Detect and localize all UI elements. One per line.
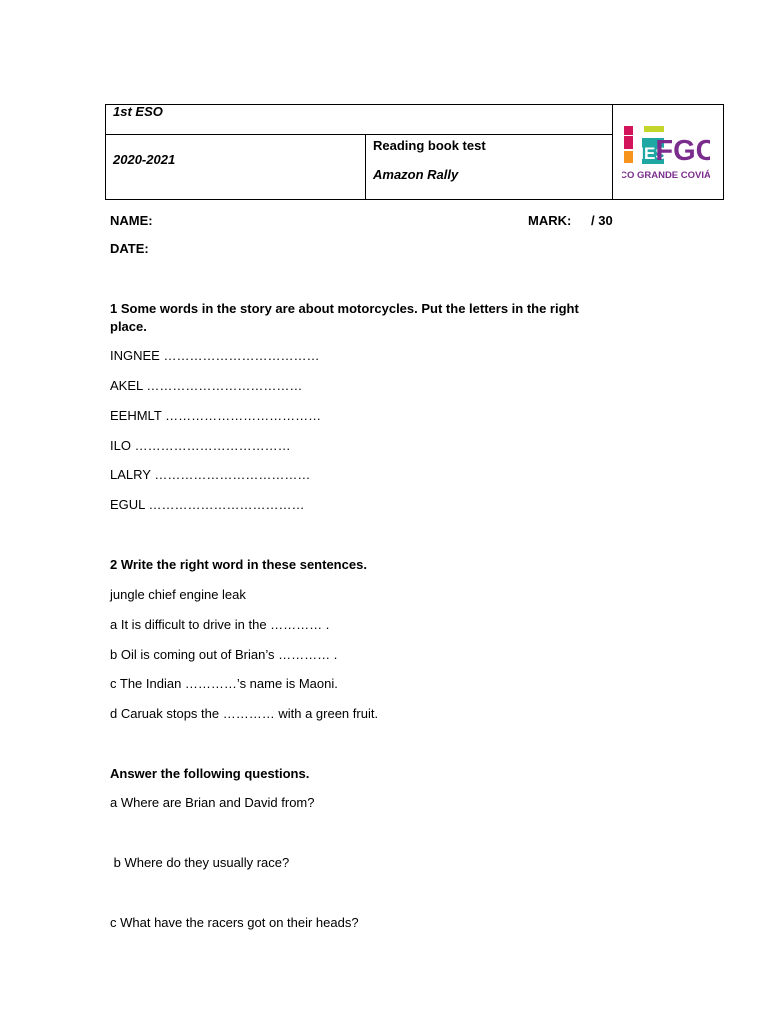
exercise1-item: EGUL ……………………………… [110, 497, 305, 512]
exercise3-question: c What have the racers got on their heads? [110, 915, 359, 930]
logo-ies-text: IES [639, 144, 667, 163]
exercise2-sentence: d Caruak stops the ………… with a green fruit. [110, 706, 379, 721]
book-title: Amazon Rally [373, 167, 459, 182]
exercise1-instruction-cont: place. [110, 319, 147, 334]
level-label: 1st ESO [113, 104, 163, 119]
date-label: DATE: [110, 241, 149, 256]
name-label: NAME: [110, 213, 153, 228]
exercise3-instruction: Answer the following questions. [110, 766, 310, 781]
exercise2-instruction: 2 Write the right word in these sentences. [110, 557, 367, 572]
school-logo-graphic [622, 126, 710, 182]
exercise1-item: EEHMLT ……………………………… [110, 408, 322, 423]
exercise2-sentence: b Oil is coming out of Brian’s ………… . [110, 647, 338, 662]
header-col-divider-logo [612, 104, 613, 200]
word-bank: jungle chief engine leak [110, 587, 246, 602]
header-col-divider-mid [365, 134, 366, 200]
school-logo [622, 126, 710, 182]
logo-fgc-text: FGC [655, 135, 710, 167]
exercise3-question: b Where do they usually race? [110, 855, 290, 870]
exercise1-item: ILO ……………………………… [110, 438, 291, 453]
exercise1-item: INGNEE ……………………………… [110, 348, 320, 363]
mark-total: / 30 [591, 213, 613, 228]
school-year: 2020-2021 [113, 152, 176, 167]
exercise2-sentence: c The Indian …………’s name is Maoni. [110, 676, 338, 691]
logo-school-name: CO GRANDE COVIÁ [622, 170, 710, 181]
exercise3-question: a Where are Brian and David from? [110, 795, 315, 810]
header-row-divider [105, 134, 613, 135]
test-title: Reading book test [373, 138, 486, 153]
mark-label: MARK: [528, 213, 572, 228]
exercise2-sentence: a It is difficult to drive in the ………… . [110, 617, 330, 632]
exercise1-item: LALRY ……………………………… [110, 467, 311, 482]
exercise1-instruction: 1 Some words in the story are about motorcycles. Put the letters in the right [110, 301, 579, 316]
exercise1-item: AKEL ……………………………… [110, 378, 303, 393]
